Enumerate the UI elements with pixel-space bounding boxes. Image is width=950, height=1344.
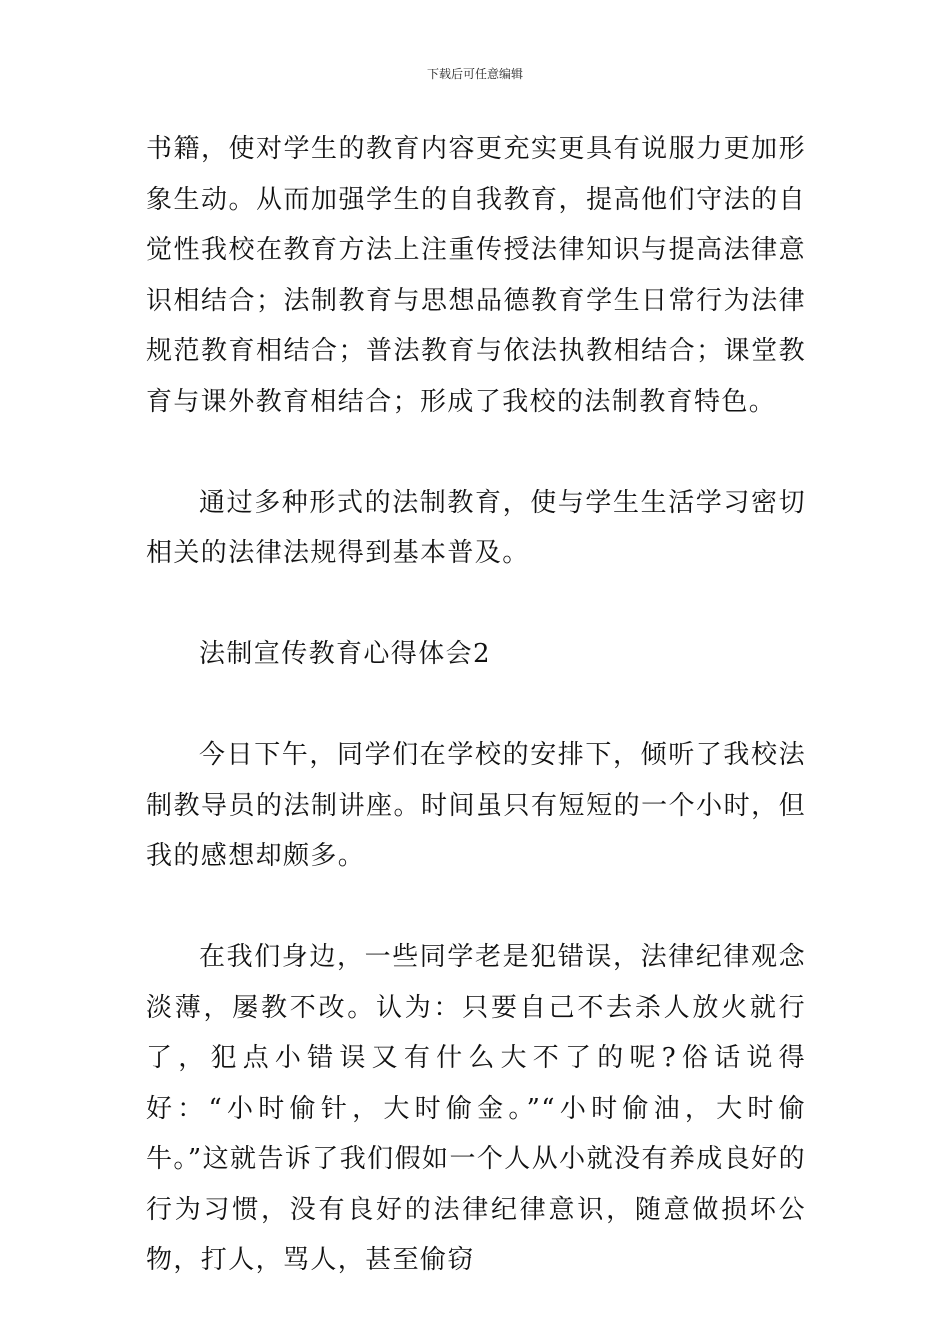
paragraph: 通过多种形式的法制教育，使与学生生活学习密切相关的法律法规得到基本普及。 — [146, 487, 806, 568]
paragraph: 今日下午，同学们在学校的安排下，倾听了我校法制教导员的法制讲座。时间虽只有短短的一个小时，但我的感想却颇多。 — [146, 740, 806, 871]
section-heading: 法制宣传教育心得体会2 — [199, 639, 491, 669]
paragraph-continuation: 书籍，使对学生的教育内容更充实更具有说服力更加形象生动。从而加强学生的自我教育，提高他们守法的自觉性我校在教育方法上注重传授法律知识与提高法律意识相结合；法制教育与思想品德教育学生日常行为法律规范教育相结合；普法教育与依法执教相结合；课堂教育与课外教育相结合；形成了我校的法制教育特色。 — [146, 134, 806, 417]
paragraph: 在我们身边，一些同学老是犯错误，法律纪律观念淡薄，屡教不改。认为：只要自己不去杀人放火就行了，犯点小错误又有什么大不了的呢?俗话说得好：“小时偷针，大时偷金。”“小时偷油，大时偷牛。”这就告诉了我们假如一个人从小就没有养成良好的行为习惯，没有良好的法律纪律意识，随意做损坏公物，打人，骂人，甚至偷窃 — [146, 942, 806, 1275]
document-body — [146, 124, 806, 1286]
page-header: 下载后可任意编辑 — [426, 67, 523, 81]
